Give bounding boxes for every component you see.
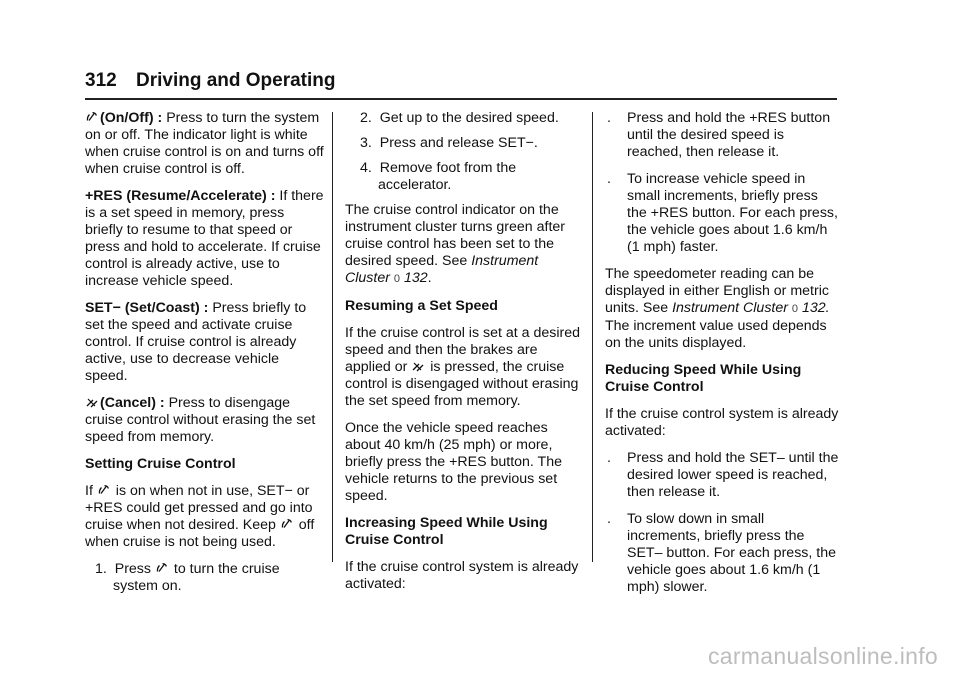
page-ref[interactable]: 132 [802, 300, 826, 316]
watermark: carmanualsonline.info [707, 643, 938, 669]
set-label: SET− (Set/Coast) : [85, 300, 209, 316]
page-ref-arrow: 0 [393, 273, 401, 285]
step-4-text: Remove foot from the accelerator. [378, 160, 517, 193]
step-2-text: Get up to the desired speed. [379, 110, 559, 126]
cruise-power-icon [86, 111, 98, 123]
column-1 [85, 110, 325, 603]
step-1-text-a: Press [114, 561, 151, 577]
list-item [605, 171, 841, 256]
res-paragraph [85, 188, 325, 290]
step-3-text: Press and release SET−. [379, 135, 538, 151]
cruise-power-icon [98, 484, 110, 496]
bullet-text: Press and hold the SET– until the desired lower speed is reached, then release it. [627, 450, 839, 500]
bullet-text: Press and hold the +RES button until the desired speed is reached, then release it. [627, 110, 831, 160]
setting-text-a: If [85, 483, 93, 499]
bullet-text: To slow down in small increments, briefly press the SET– button. For each press, the vehicle goes about 1.6 km/h (1 mph) slower. [627, 511, 836, 595]
setting-heading: Setting Cruise Control [85, 456, 236, 472]
set-text: Press briefly to set the speed and activate cruise control. If cruise control is already active, use to decrease vehicle speed. [85, 300, 307, 384]
step-number: 1. [95, 561, 107, 577]
set-paragraph [85, 300, 325, 385]
setting-text-b: is on when not in use, SET− or +RES could get pressed and go into cruise when not desired. Keep [85, 483, 313, 533]
column-divider [332, 112, 333, 562]
cruise-power-icon [156, 562, 168, 574]
page-header [85, 70, 336, 92]
res-text: If there is a set speed in memory, press briefly to resume to that speed or press and hold to accelerate. If cruise control is already active, use to increase vehicle speed. [85, 188, 324, 289]
indicator-text: The cruise control indicator on the instrument cluster turns green after cruise control has been set to the desired speed. See [345, 202, 566, 269]
list-item [605, 511, 841, 596]
cancel-paragraph [85, 395, 325, 446]
speedo-tail: The increment value used depends on the units displayed. [605, 318, 827, 351]
resuming-text-b: is pressed, the cruise control is disengaged without erasing the set speed from memory. [345, 359, 579, 409]
instrument-cluster-link[interactable]: Instrument Cluster [345, 253, 539, 286]
step-4 [345, 160, 580, 194]
step-1-text-b: to turn the cruise system on. [113, 561, 280, 594]
onoff-text: Press to turn the system on or off. The indicator light is white when cruise control is on and turns off when cruise control is off. [85, 110, 324, 177]
resuming-paragraph [345, 325, 580, 410]
resuming-heading: Resuming a Set Speed [345, 298, 498, 314]
cancel-label: (Cancel) : [100, 395, 165, 411]
page-ref-arrow: 0 [791, 303, 799, 315]
reducing-heading: Reducing Speed While Using Cruise Control [605, 362, 802, 395]
speedo-paragraph: The speedometer reading can be displayed in either English or metric units. See Instrument Cluster 0 132. The increment value used depends on the units displayed. [605, 266, 830, 351]
list-item [605, 450, 841, 501]
indicator-paragraph: The cruise control indicator on the instrument cluster turns green after cruise control has been set to the desired speed. See Instrument Cluster 0 132. [345, 202, 566, 286]
bullet-text: To increase vehicle speed in small increments, briefly press the +RES button. For each press, the vehicle goes about 1.6 km/h (1 mph) faster. [627, 171, 838, 255]
bullet: . [607, 110, 611, 126]
bullet: . [607, 171, 611, 187]
step-number: 4. [360, 160, 372, 176]
column-3 [605, 110, 841, 606]
step-3 [345, 135, 580, 152]
list-item [605, 110, 841, 161]
section-title: Driving and Operating [135, 70, 336, 91]
page-ref[interactable]: 132 [403, 270, 428, 286]
setting-paragraph [85, 483, 325, 551]
speedo-text: The speedometer reading can be displayed in either English or metric units. See [605, 266, 829, 316]
page-number: 312 [85, 70, 117, 91]
cruise-power-icon [281, 518, 293, 530]
increasing-paragraph: If the cruise control system is already activated: [345, 559, 579, 592]
setting-text-c: off when cruise is not being used. [85, 517, 315, 550]
step-number: 3. [360, 135, 372, 151]
onoff-label: (On/Off) : [100, 110, 163, 126]
cancel-text: Press to disengage cruise control without erasing the set speed from memory. [85, 395, 316, 445]
once-paragraph: Once the vehicle speed reaches about 40 km/h (25 mph) or more, briefly press the +RES button. The vehicle returns to the previous set speed. [345, 420, 563, 504]
header-rule [85, 98, 837, 100]
res-label: +RES (Resume/Accelerate) : [85, 188, 276, 204]
cruise-cancel-icon [86, 396, 98, 408]
instrument-cluster-link[interactable]: Instrument Cluster [672, 300, 788, 316]
bullet: . [607, 511, 611, 527]
cruise-cancel-icon [412, 360, 424, 372]
step-1 [85, 561, 325, 595]
increasing-heading: Increasing Speed While Using Cruise Control [345, 515, 548, 548]
step-number: 2. [360, 110, 372, 126]
resuming-text-a: If the cruise control is set at a desired speed and then the brakes are applied or [345, 325, 580, 375]
column-divider [592, 112, 593, 562]
bullet: . [607, 450, 611, 466]
step-2 [345, 110, 580, 127]
column-2 [345, 110, 580, 603]
onoff-paragraph [85, 110, 325, 178]
reducing-paragraph: If the cruise control system is already activated: [605, 406, 839, 439]
